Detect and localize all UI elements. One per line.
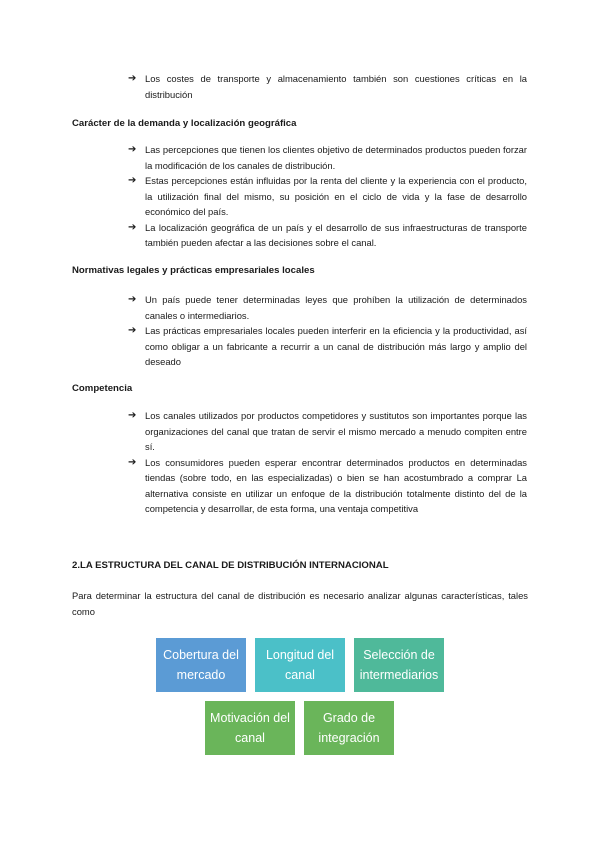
section-heading-demanda: Carácter de la demanda y localización geográfica: [72, 118, 297, 129]
arrow-right-icon: ➔: [128, 410, 137, 421]
bullet-text: La localización geográfica de un país y el desarrollo de sus infraestructuras de transporte también pueden afectar a las decisiones sobre el canal.: [145, 221, 527, 248]
box-cobertura-mercado: Cobertura del mercado: [156, 638, 246, 692]
bullet-list-normativas: [128, 292, 527, 370]
bullet-item: [128, 142, 527, 173]
section-heading-competencia: Competencia: [72, 383, 133, 394]
bullet-text: Las prácticas empresariales locales pueden interferir en la eficiencia y la productividad, así como obligar a un fabricante a recurrir a un canal de distribución más largo y amplio del deseado: [145, 325, 527, 367]
bullet-text: Los consumidores pueden esperar encontrar determinados productos en determinadas tiendas (sobre todo, en las especializadas) o bien se han acostumbrado a comprar La alternativa consiste en utilizar un enfoque de la distribución totalmente distinto del de la competencia y desarrollar, de esta forma, una ventaja competitiva: [145, 456, 527, 514]
bullet-item: [128, 292, 527, 323]
bullet-text: Un país puede tener determinadas leyes que prohíben la utilización de determinados canales o intermediarios.: [145, 294, 527, 321]
bullet-item: [128, 71, 527, 102]
arrow-right-icon: ➔: [128, 456, 137, 468]
intro-paragraph: Para determinar la estructura del canal de distribución es necesario analizar algunas características, tales como: [72, 590, 528, 617]
box-grado-integracion: Grado de integración: [304, 701, 394, 755]
bullet-item: [128, 455, 527, 517]
box-seleccion-intermediarios: Selección de intermediarios: [354, 638, 444, 692]
bullet-item: [128, 323, 527, 370]
section-title-estructura: 2.LA ESTRUCTURA DEL CANAL DE DISTRIBUCIÓN INTERNACIONAL: [72, 560, 389, 571]
arrow-right-icon: ➔: [128, 144, 137, 155]
bullet-text: Los costes de transporte y almacenamiento también son cuestiones críticas en la distribución: [145, 73, 527, 100]
arrow-right-icon: ➔: [128, 73, 137, 84]
bullet-text: Estas percepciones están influidas por la renta del cliente y la experiencia con el producto, la utilización final del mismo, su posición en el ciclo de vida y la fase de desarrollo económico del país.: [145, 175, 527, 217]
bullet-item: [128, 220, 527, 251]
arrow-right-icon: ➔: [128, 221, 137, 233]
section-heading-normativas: Normativas legales y prácticas empresariales locales: [72, 265, 315, 276]
box-motivacion-canal: Motivación del canal: [205, 701, 295, 755]
box-longitud-canal: Longitud del canal: [255, 638, 345, 692]
bullet-list-competencia: [128, 408, 527, 517]
arrow-right-icon: ➔: [128, 294, 137, 305]
bullet-text: Los canales utilizados por productos competidores y sustitutos son importantes porque las organizaciones del canal que tratan de servir el mismo mercado a menudo compiten entre sí.: [145, 410, 527, 452]
bullet-list-demanda: [128, 142, 527, 251]
arrow-right-icon: ➔: [128, 325, 137, 336]
bullet-list-transport: [128, 71, 527, 102]
bullet-item: [128, 408, 527, 455]
bullet-text: Las percepciones que tienen los clientes objetivo de determinados productos pueden forzar la modificación de los canales de distribución.: [145, 144, 527, 171]
arrow-right-icon: ➔: [128, 175, 137, 186]
bullet-item: [128, 173, 527, 220]
